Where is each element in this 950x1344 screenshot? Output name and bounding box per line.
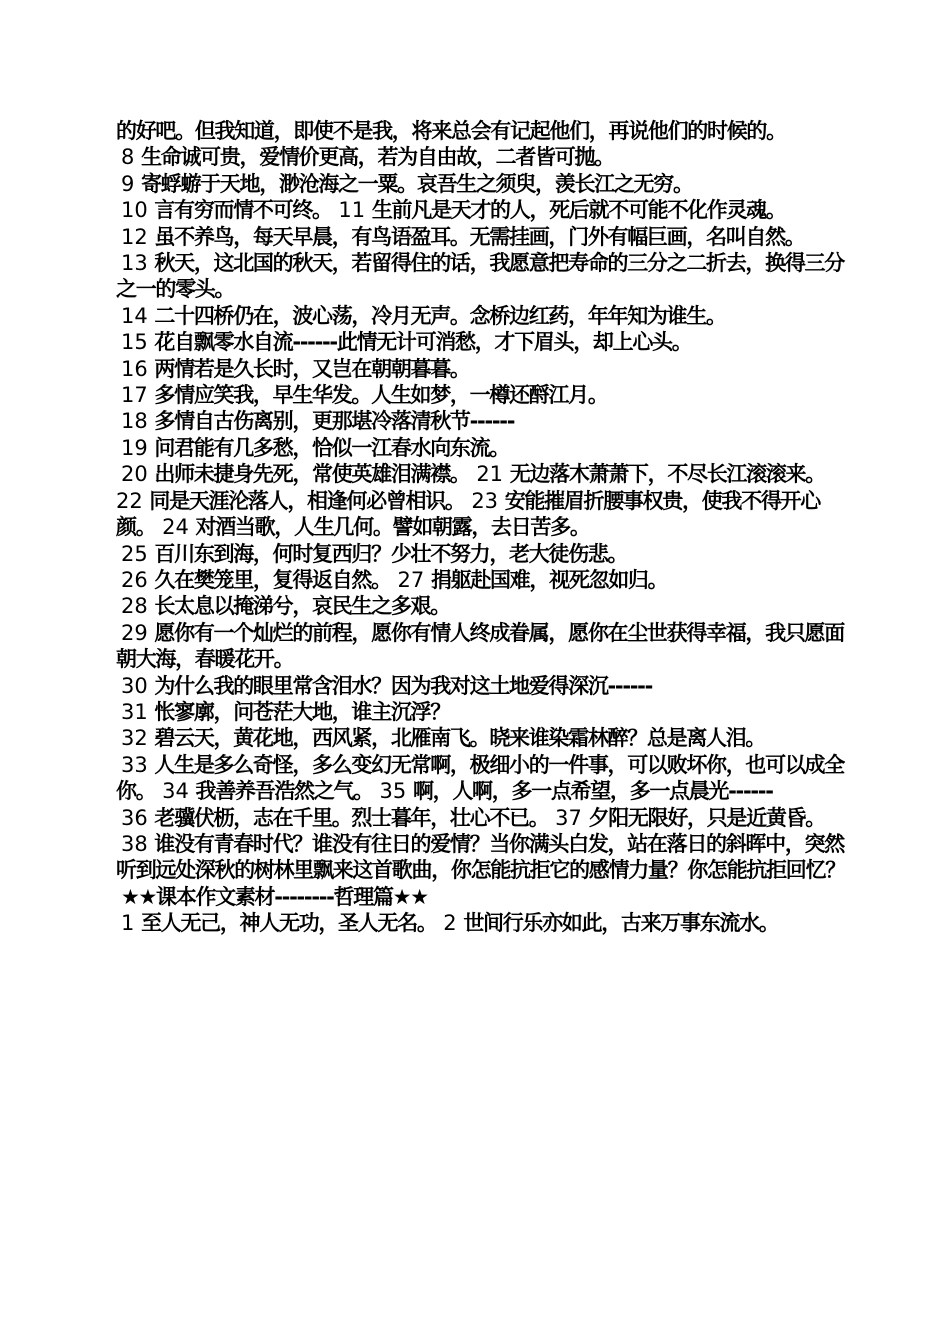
item-number: 16 [121, 356, 148, 381]
item-number: 12 [121, 224, 148, 249]
item-number: 28 [121, 594, 148, 619]
item-text: 花自飘零水自流------此情无计可消愁，才下眉头，却上心头。 [154, 330, 692, 355]
item-number: 34 [162, 779, 189, 804]
item-text: 久在樊笼里，复得返自然。 [154, 567, 391, 592]
item-text: 老骥伏枥，志在千里。烈士暮年，壮心不已。 [154, 805, 549, 830]
item-number: 13 [121, 251, 148, 276]
item-number: 26 [121, 567, 148, 592]
item-text: 啊，人啊，多一点希望，多一点晨光------ [412, 779, 773, 804]
item-text: 两情若是久长时，又岂在朝朝暮暮。 [154, 356, 470, 381]
item-text: 言有穷而情不可终。 [154, 198, 332, 223]
item-number: 24 [162, 515, 189, 540]
paragraph [116, 725, 846, 751]
item-number: 23 [471, 488, 499, 513]
paragraph [116, 461, 846, 540]
paragraph [116, 593, 846, 619]
item-number: 22 [116, 488, 143, 513]
item-number: 38 [121, 831, 148, 856]
item-number: 1 [121, 911, 135, 936]
paragraph [116, 884, 846, 910]
paragraph [116, 356, 846, 382]
item-number: 35 [379, 779, 407, 804]
item-number: 9 [121, 171, 135, 196]
item-text: 问君能有几多愁，恰似一江春水向东流。 [154, 435, 510, 460]
item-space [498, 489, 505, 513]
paragraph [116, 171, 846, 197]
item-number: 32 [121, 726, 148, 751]
item-number: 29 [121, 620, 148, 645]
item-text: 多情应笑我，早生华发。人生如梦，一樽还酹江月。 [154, 383, 608, 408]
item-text: 长太息以掩涕兮，哀民生之多艰。 [154, 594, 450, 619]
paragraph [116, 197, 846, 223]
item-space [582, 806, 589, 830]
item-text: 怅寥廓，问苍茫大地，谁主沉浮？ [154, 699, 450, 724]
item-space [189, 779, 196, 803]
paragraph [116, 250, 846, 303]
item-text: 多情自古伤离别，更那堪冷落清秋节------ [154, 409, 515, 434]
item-space [365, 198, 372, 222]
item-space [406, 779, 413, 803]
paragraph [116, 408, 846, 434]
item-gap [391, 568, 398, 592]
item-space [189, 515, 196, 539]
item-number: 33 [121, 752, 148, 777]
item-text: 同是天涯沦落人，相逢何必曾相识。 [149, 488, 465, 513]
paragraph [116, 620, 846, 673]
item-text: 的好吧。但我知道，即使不是我，将来总会有记起他们，再说他们的时候的。 [116, 119, 786, 143]
item-number: 2 [443, 911, 457, 936]
item-number: 14 [121, 303, 148, 328]
item-text: 愿你有一个灿烂的前程，愿你有情人终成眷属，愿你在尘世获得幸福，我只愿面朝大海，春暖花开。 [116, 620, 844, 672]
item-number: 18 [121, 409, 148, 434]
item-text: 我善养吾浩然之气。 [195, 779, 373, 804]
item-number: 25 [121, 541, 148, 566]
paragraph [116, 805, 846, 831]
item-text: 谁没有青春时代？谁没有往日的爱情？当你满头白发，站在落日的斜晖中，突然听到远处深秋的树林里飘来这首歌曲，你怎能抗拒它的感情力量？你怎能抗拒回忆？ [116, 831, 845, 883]
item-text: 生前凡是天才的人，死后就不可能不化作灵魂。 [371, 198, 786, 223]
item-space [424, 568, 431, 592]
paragraph [116, 910, 846, 936]
item-number: 21 [476, 462, 504, 487]
item-number: 30 [121, 673, 148, 698]
item-number: 31 [121, 699, 148, 724]
item-gap [373, 779, 380, 803]
item-text: 虽不养鸟，每天早晨，有鸟语盈耳。无需挂画，门外有幅巨画，名叫自然。 [154, 224, 805, 249]
paragraph [116, 752, 846, 805]
item-number: 10 [121, 198, 148, 223]
item-number: 8 [121, 145, 135, 170]
paragraph [116, 303, 846, 329]
item-text: 捐躯赴国难，视死忽如归。 [430, 567, 668, 592]
paragraph [116, 118, 846, 144]
paragraph [116, 144, 846, 170]
item-text: 寄蜉蝣于天地，渺沧海之一粟。哀吾生之须臾，羡长江之无穷。 [141, 171, 693, 196]
item-text: 至人无己，神人无功，圣人无名。 [141, 911, 437, 936]
item-text: 夕阳无限好，只是近黄昏。 [588, 805, 825, 830]
item-text: 无边落木萧萧下，不尽长江滚滚来。 [509, 462, 825, 487]
item-number: 27 [397, 567, 425, 592]
item-space [503, 462, 510, 486]
item-text: 百川东到海，何时复西归？少壮不努力，老大徒伤悲。 [154, 541, 628, 566]
item-number: 15 [121, 330, 148, 355]
item-number: 36 [121, 805, 148, 830]
paragraph [116, 224, 846, 250]
item-text: 二十四桥仍在，波心荡，冷月无声。念桥边红药，年年知为谁生。 [154, 303, 726, 328]
item-text: 生命诚可贵，爱情价更高，若为自由故，二者皆可抛。 [141, 145, 614, 170]
paragraph [116, 567, 846, 593]
paragraph [116, 831, 846, 884]
item-text: 为什么我的眼里常含泪水？因为我对这土地爱得深沉------ [154, 673, 653, 698]
item-number: 17 [121, 383, 148, 408]
item-text: 对酒当歌，人生几何。譬如朝露，去日苦多。 [195, 515, 590, 540]
item-text: 秋天，这北国的秋天，若留得住的话，我愿意把寿命的三分之二折去，换得三分之一的零头。 [116, 251, 844, 302]
item-number: 11 [338, 198, 366, 223]
document-page [116, 118, 846, 937]
item-number: 37 [555, 805, 582, 830]
paragraph [116, 699, 846, 725]
item-text: 安能摧眉折腰事权贵，使我不得开心颜。 [116, 488, 820, 540]
item-text: 世间行乐亦如此，古来万事东流水。 [463, 911, 779, 936]
item-text: 人生是多么奇怪，多么变幻无常啊，极细小的一件事，可以败坏你，也可以成全你。 [116, 752, 844, 804]
item-text: 出师未捷身先死，常使英雄泪满襟。 [154, 462, 470, 487]
item-number: 19 [121, 435, 148, 460]
paragraph [116, 673, 846, 699]
paragraph [116, 435, 846, 461]
item-text: 碧云天，黄花地，西风紧，北雁南飞。晓来谁染霜林醉？总是离人泪。 [154, 726, 766, 751]
paragraph [116, 382, 846, 408]
paragraph [116, 329, 846, 355]
paragraph [116, 541, 846, 567]
item-number: 20 [121, 462, 148, 487]
item-text: ★★课本作文素材--------哲理篇★★ [121, 884, 428, 909]
